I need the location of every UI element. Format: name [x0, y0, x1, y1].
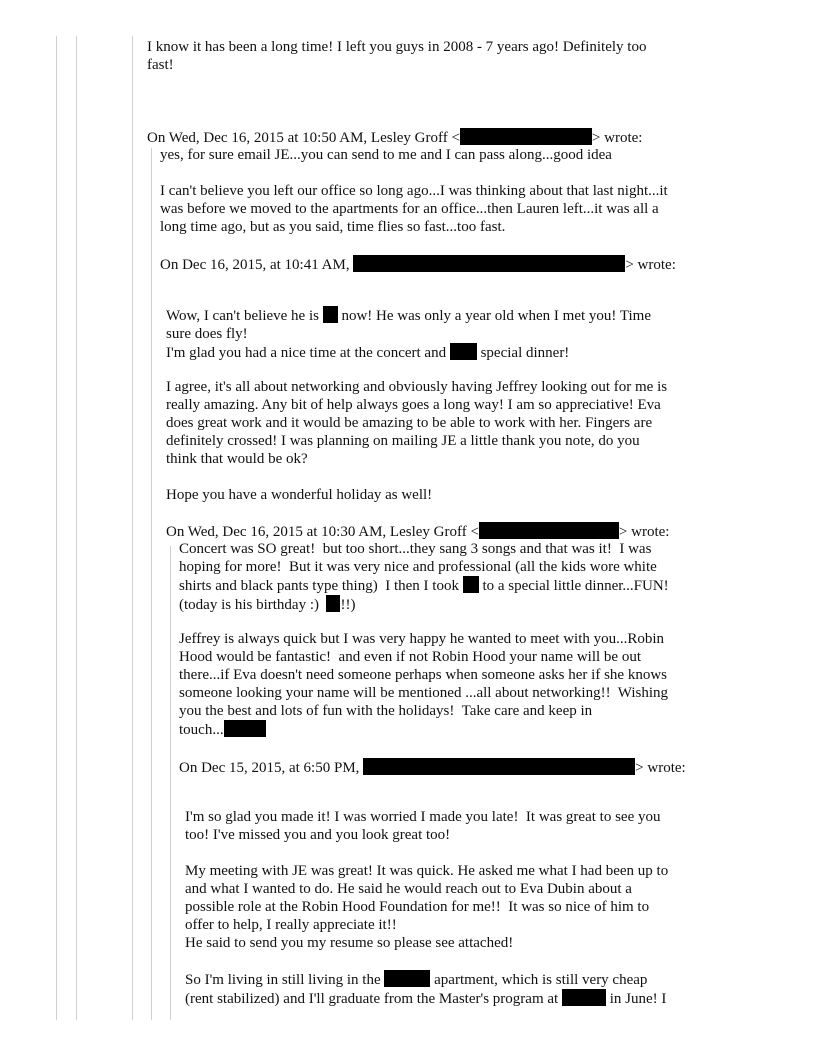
m2-paragraph-2: I agree, it's all about networking and obviously having Jeffrey looking out for me is really amazing. Any bit of help always goes a long way! I am so appreciative! Eva does great work and it would be amazing to be able to work with her. Fingers are definitely crossed! I was planning on mailing JE a little thank you note, do you think that would be ok?: [166, 379, 668, 467]
message-3-body: [179, 630, 668, 739]
message-4: [185, 808, 660, 844]
reply-header-wrote: > wrote:: [635, 760, 686, 776]
top-line-1: I know it has been a long time! I left you guys in 2008 - 7 years ago! Definitely too: [147, 39, 647, 55]
reply-header-wrote: > wrote:: [625, 257, 676, 273]
redacted-name: [450, 343, 477, 360]
reply-header-2: [179, 758, 686, 777]
message-2-closing: [166, 486, 432, 504]
message-2-body: [166, 378, 667, 468]
message-4-body: [185, 862, 668, 952]
m3-line: touch...: [179, 722, 224, 738]
redacted-age: [323, 306, 338, 323]
m3-line: !!): [340, 597, 356, 613]
m3-line: hoping for more! But it was very nice and professional (all the kids wore white: [179, 559, 657, 575]
m4-text: apartment, which is still very cheap: [430, 972, 648, 988]
quote-line-2: [76, 36, 77, 1020]
m4-text: So I'm living in still living in the: [185, 972, 381, 988]
redacted-name: [326, 595, 340, 612]
redacted-name: [463, 576, 479, 593]
m3-line: Concert was SO great! but too short...they sang 3 songs and that was it! I was: [179, 541, 652, 557]
header-text: On Wed, Dec 16, 2015 at 10:50 AM, Lesley Groff <: [147, 130, 460, 146]
redacted-sender: [353, 255, 625, 272]
redacted-place: [384, 970, 430, 987]
m2-text: sure does fly!: [166, 326, 248, 342]
redacted-school: [562, 989, 606, 1006]
m1-paragraph-1: yes, for sure email JE...you can send to me and I can pass along...good idea: [160, 147, 612, 163]
reply-header-text: On Dec 15, 2015, at 6:50 PM,: [179, 760, 360, 776]
m3-line: shirts and black pants type thing) I then I took: [179, 578, 459, 594]
m1-paragraph-2: I can't believe you left our office so long ago...I was thinking about that last night...it was before we moved to the apartments for an office...then Lauren left...it was all a long time ago, but as you said, time flies so fast...too fast.: [160, 183, 668, 235]
m3-line: to a special little dinner...FUN!: [478, 578, 669, 594]
redacted-email: [460, 128, 592, 145]
m4-text: in June! I: [605, 991, 667, 1007]
redacted-email: [479, 522, 619, 539]
top-line-2: fast!: [147, 57, 174, 73]
message-1-body: [160, 182, 668, 236]
redacted-signature: [224, 720, 266, 737]
quote-line-1: [56, 36, 57, 1020]
m3-line: (today is his birthday :): [179, 597, 327, 613]
redacted-sender: [363, 758, 635, 775]
message-1: [160, 146, 612, 164]
quote-line-4: [151, 148, 152, 1020]
reply-header-text: On Dec 16, 2015, at 10:41 AM,: [160, 257, 350, 273]
m2-paragraph-3: Hope you have a wonderful holiday as well!: [166, 487, 433, 503]
header-wrote: > wrote:: [618, 524, 670, 540]
message-2: [166, 306, 651, 362]
reply-header-1: [160, 255, 676, 274]
m2-text: now! He was only a year old when I met you! Time: [337, 308, 651, 324]
quote-line-5: [170, 546, 171, 1020]
quote-header-1: [147, 128, 642, 147]
message-4-closing: [185, 970, 666, 1008]
m2-text: I'm glad you had a nice time at the concert and: [166, 345, 447, 361]
m2-text: Wow, I can't believe he is: [166, 308, 319, 324]
m3-paragraph-2: Jeffrey is always quick but I was very happy he wanted to meet with you...Robin Hood would be fantastic! and even if not Robin Hood your name will be out there...if Eva doesn't need someone perhaps when someone asks her if she knows someone looking your name will be mentioned ...all about networking!! Wishing you the best and lots of fun with the holidays! Take care and keep in: [179, 631, 669, 719]
m4-paragraph-1: I'm so glad you made it! I was worried I made you late! It was great to see you too! I've missed you and you look great too!: [185, 809, 661, 843]
m2-text: special dinner!: [476, 345, 570, 361]
header-wrote: > wrote:: [591, 130, 643, 146]
quote-line-3: [132, 36, 133, 1020]
m4-text: (rent stabilized) and I'll graduate from the Master's program at: [185, 991, 559, 1007]
quote-header-2: [166, 522, 669, 541]
m4-paragraph-2: My meeting with JE was great! It was quick. He asked me what I had been up to and what I wanted to do. He said he would reach out to Eva Dubin about a possible role at the Robin Hood Foundation for me!! It was so nice of him to offer to help, I really appreciate it!! He said to send you my resume so please see attached!: [185, 863, 669, 951]
top-message: [147, 38, 646, 74]
message-3: [179, 540, 669, 614]
header-text: On Wed, Dec 16, 2015 at 10:30 AM, Lesley Groff <: [166, 524, 479, 540]
